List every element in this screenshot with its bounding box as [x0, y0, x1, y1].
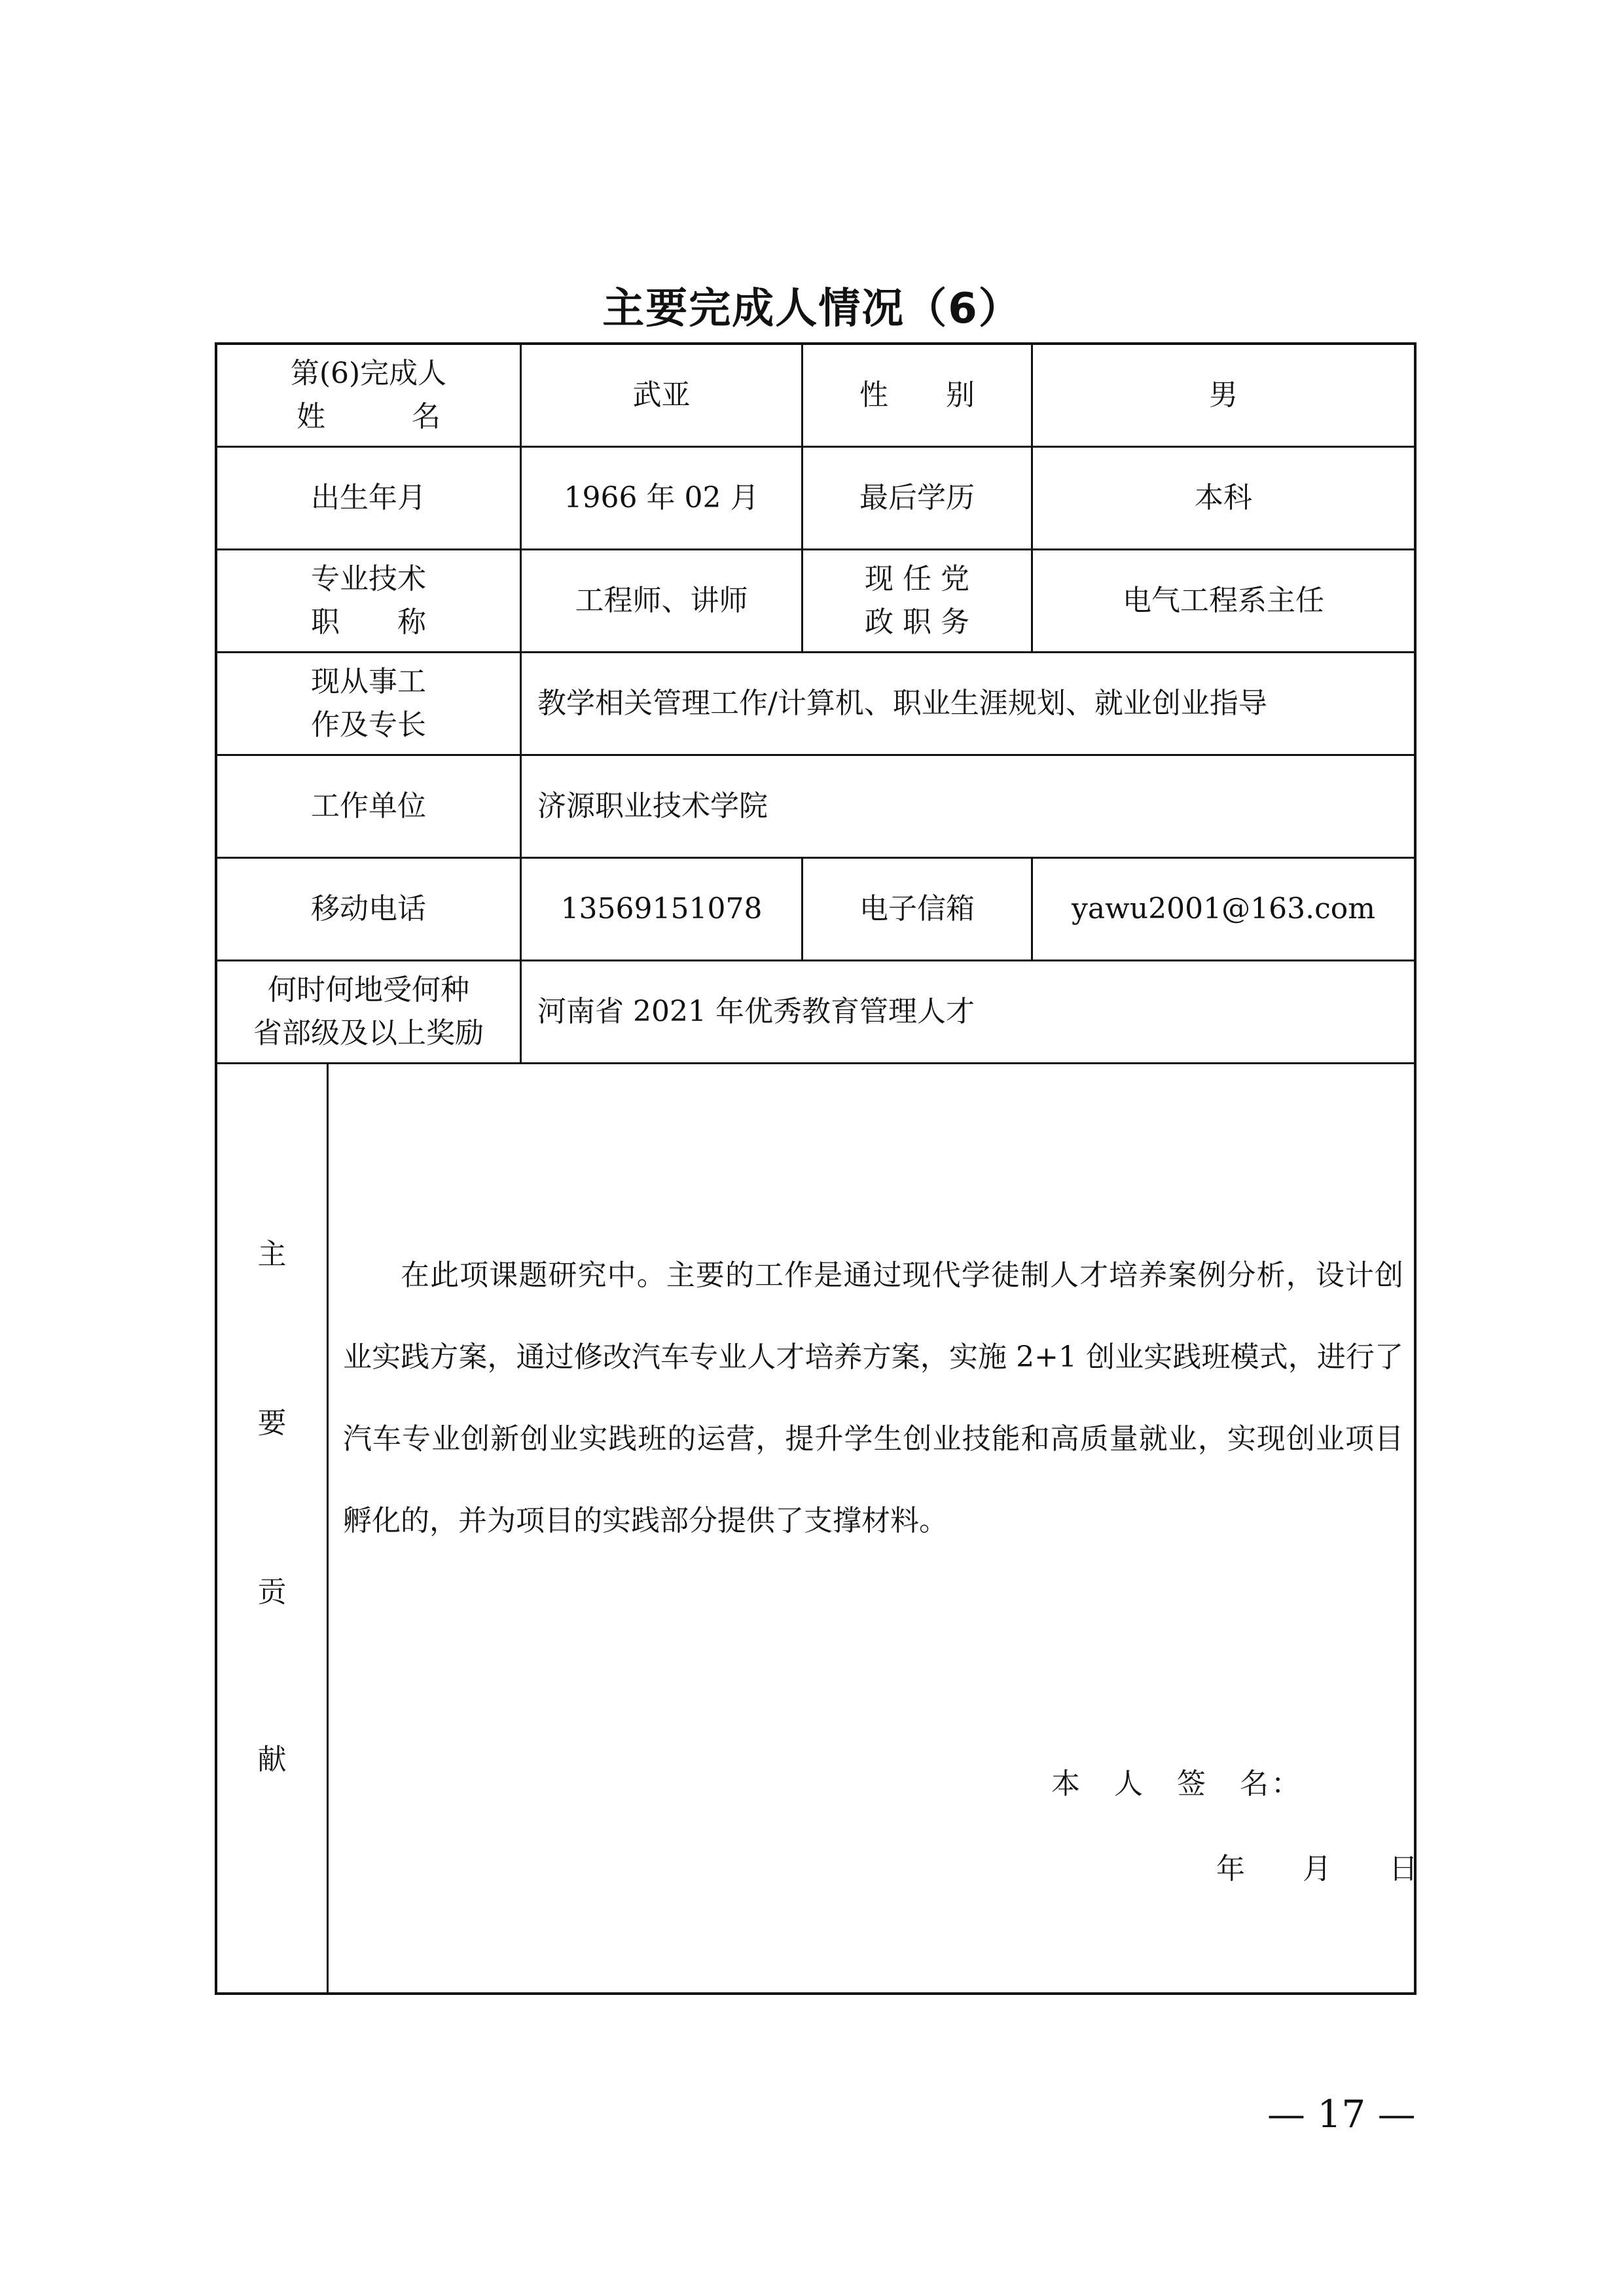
work-label-line1: 现从事工	[311, 665, 426, 698]
education-label: 最后学历	[859, 481, 975, 514]
education-value: 本科	[1195, 481, 1252, 514]
phone-value: 13569151078	[560, 892, 763, 925]
gender-value: 男	[1209, 378, 1238, 412]
phone-label: 移动电话	[311, 892, 426, 925]
work-label-cell	[217, 653, 520, 754]
tech-title-label-line2: 职 称	[311, 605, 426, 639]
row-employer	[217, 756, 1414, 859]
contribution-label-char-4: 献	[257, 1743, 287, 1776]
name-label-line1: 第(6)完成人	[290, 357, 447, 390]
tech-title-label-cell	[217, 550, 520, 651]
contribution-body	[329, 1064, 1418, 1995]
name-value: 武亚	[632, 378, 691, 412]
row-title	[217, 550, 1414, 653]
email-label: 电子信箱	[859, 892, 975, 925]
contribution-label-char-1: 主	[257, 1238, 287, 1271]
birth-value: 1966 年 02 月	[564, 481, 759, 514]
contribution-label	[217, 1064, 329, 1995]
birth-label: 出生年月	[311, 481, 426, 514]
row-work	[217, 653, 1414, 756]
position-value: 电气工程系主任	[1123, 584, 1324, 617]
employer-label: 工作单位	[311, 789, 426, 823]
awards-label-line2: 省部级及以上奖励	[253, 1016, 484, 1050]
awards-label-cell	[217, 961, 520, 1062]
position-label-cell	[803, 550, 1031, 651]
contribution-label-char-2: 要	[257, 1407, 287, 1440]
tech-title-label-line1: 专业技术	[311, 562, 426, 596]
signature-label: 本 人 签 名：	[1051, 1767, 1303, 1801]
row-contact	[217, 859, 1414, 961]
page-number: — 17 —	[1267, 2092, 1416, 2136]
row-awards	[217, 961, 1414, 1064]
row-name	[217, 345, 1414, 448]
page-title: 主要完成人情况（6）	[602, 285, 1022, 333]
employer-value: 济源职业技术学院	[537, 789, 768, 823]
name-label-cell	[217, 345, 520, 446]
position-label-line1: 现 任 党	[865, 562, 969, 596]
email-value: yawu2001@163.com	[1072, 892, 1375, 925]
gender-label: 性 别	[859, 378, 975, 412]
work-value: 教学相关管理工作/计算机、职业生涯规划、就业创业指导	[537, 687, 1267, 720]
contribution-text: 在此项课题研究中。主要的工作是通过现代学徒制人才培养案例分析，设计创业实践方案，通过修改汽车专业人才培养方案，实施 2+1 创业实践班模式，进行了汽车专业创新创业实践班的运营，提升学生创业技能和高质量就业，实现创业项目孵化的，并为项目的实践部分提供了支撑材料。	[343, 1259, 1403, 1537]
row-birth	[217, 448, 1414, 550]
contribution-label-char-3: 贡	[257, 1575, 287, 1609]
awards-value: 河南省 2021 年优秀教育管理人才	[537, 995, 975, 1028]
position-label-line2: 政 职 务	[865, 605, 969, 639]
tech-title-value: 工程师、讲师	[575, 584, 748, 617]
name-label-line2: 姓 名	[296, 400, 441, 433]
work-label-line2: 作及专长	[311, 708, 426, 742]
completer-info-form	[215, 342, 1416, 1995]
awards-label-line1: 何时何地受何种	[268, 973, 469, 1007]
date-label: 年 月 日	[1216, 1852, 1418, 1886]
